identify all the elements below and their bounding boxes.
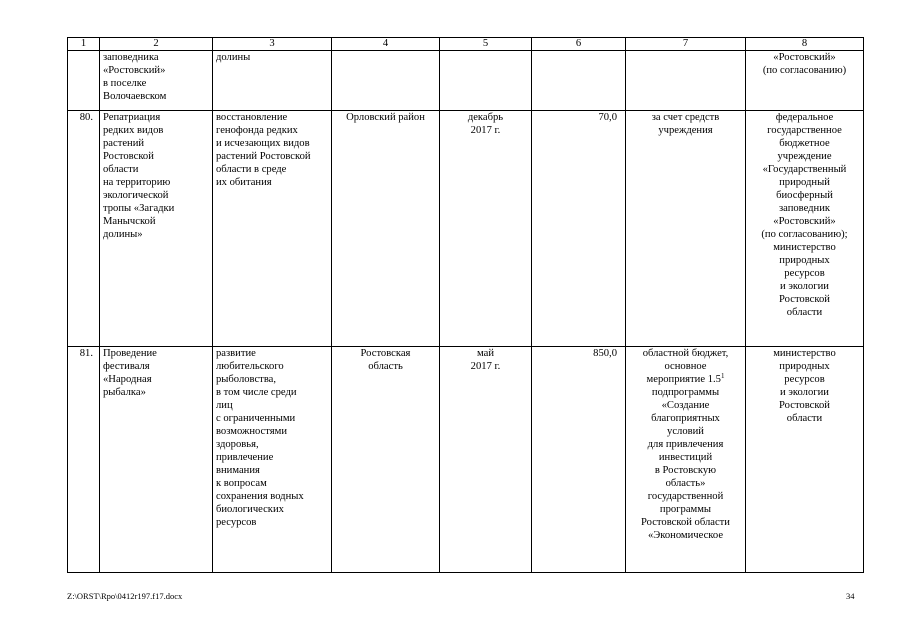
col-header-5: 5 [440, 38, 532, 51]
row-number: 80. [68, 111, 100, 347]
executor: министерство природных ресурсов и экологии Ростовской области [746, 347, 864, 573]
footnote-mark: 1 [720, 372, 725, 380]
executor: федеральное государственное бюджетное учреждение «Государственный природный биосферный заповедник «Ростовский» (по согласованию); министерство природных ресурсов и экологии Ростовской области [746, 111, 864, 347]
col-header-7: 7 [626, 38, 746, 51]
funding-source-part2: подпрограммы «Создание благоприятных условий для привлечения инвестиций в Ростовскую область» государственной программы Ростовской области «Экономическое [641, 387, 730, 541]
measure-goal: долины [213, 51, 332, 111]
measure-place: Орловский район [332, 111, 440, 347]
col-header-4: 4 [332, 38, 440, 51]
row-number: 81. [68, 347, 100, 573]
table-row [68, 111, 864, 347]
row-number [68, 51, 100, 111]
measure-date [440, 51, 532, 111]
measure-goal: восстановление генофонда редких и исчезающих видов растений Ростовской области в среде их обитания [213, 111, 332, 347]
col-header-1: 1 [68, 38, 100, 51]
measure-date: декабрь 2017 г. [440, 111, 532, 347]
measure-place: Ростовская область [332, 347, 440, 573]
measure-goal: развитие любительского рыболовства, в том числе среди лиц с ограниченными возможностями здоровья, привлечение внимания к вопросам сохранения водных биологических ресурсов [213, 347, 332, 573]
column-number-row [68, 38, 864, 51]
measure-amount: 70,0 [532, 111, 626, 347]
table-row [68, 347, 864, 573]
funding-source [626, 51, 746, 111]
file-path-footer: Z:\ORST\Rpo\0412r197.f17.docx [67, 591, 183, 601]
table-row [68, 51, 864, 111]
measure-name: заповедника «Ростовский» в поселке Волочаевском [100, 51, 213, 111]
measure-name: Проведение фестиваля «Народная рыбалка» [100, 347, 213, 573]
col-header-6: 6 [532, 38, 626, 51]
measure-amount: 850,0 [532, 347, 626, 573]
col-header-8: 8 [746, 38, 864, 51]
measures-table [67, 37, 864, 573]
measure-name: Репатриация редких видов растений Ростовской области на территорию экологической тропы «Загадки Манычской долины» [100, 111, 213, 347]
measure-amount [532, 51, 626, 111]
col-header-2: 2 [100, 38, 213, 51]
measure-place [332, 51, 440, 111]
executor: «Ростовский» (по согласованию) [746, 51, 864, 111]
col-header-3: 3 [213, 38, 332, 51]
page-number: 34 [846, 591, 855, 601]
funding-source-part1: областной бюджет, основное мероприятие 1.5 [642, 348, 729, 385]
funding-source [626, 347, 746, 573]
funding-source: за счет средств учреждения [626, 111, 746, 347]
measure-date: май 2017 г. [440, 347, 532, 573]
